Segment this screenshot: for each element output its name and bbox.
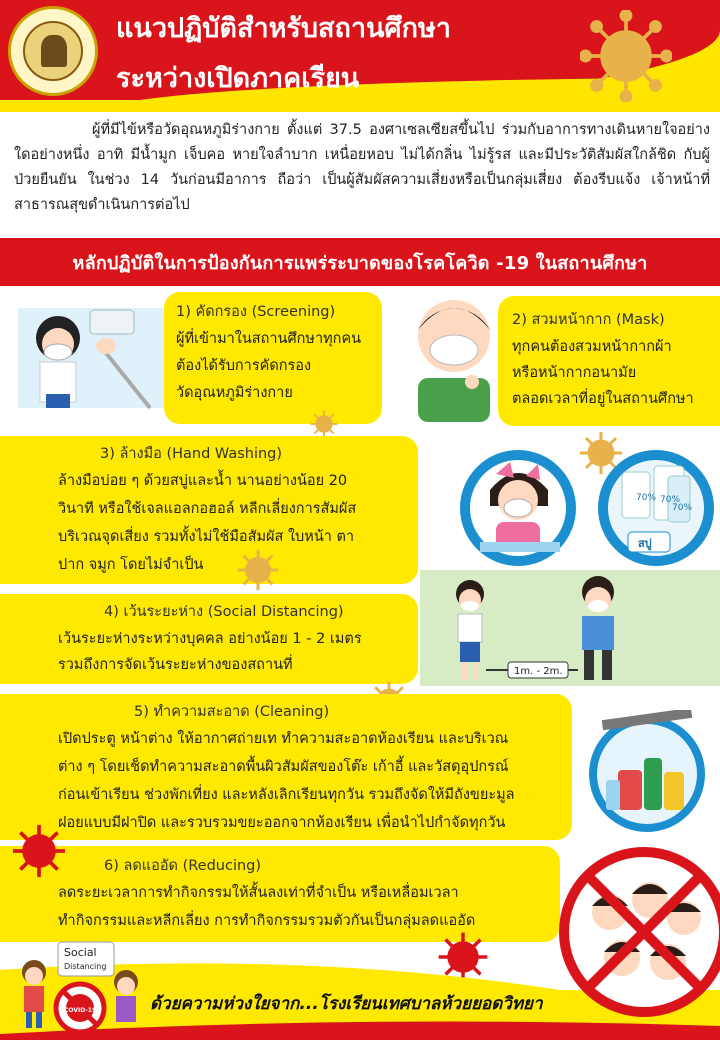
virus-icon [8,820,70,882]
intro-paragraph: ผู้ที่มีไข้หรือวัดอุณหภูมิร่างกาย ตั้งแต่ 37.5 องศาเซลเซียสขึ้นไป ร่วมกับอาการทางเดินหายใจอย่างใดอย่างหนึ่ง อาทิ มีน้ำมูก เจ็บคอ หายใจลำบาก เหนื่อยหอบ ไม่ได้กลิ่น ไม่รู้รส และมีประวัติสัมผัสใกล้ชิด กับผู้ป่วยยืนยัน ในช่วง 14 วันก่อนมีอาการ ถือว่า เป็นผู้สัมผัสความเสี่ยงหรือเป็นกลุ่มเสี่ยง ต้องรีบแจ้ง เจ้าหน้าที่สาธารณสุขดำเนินการต่อไป [14,122,710,213]
card-social-distancing [0,594,418,684]
hand-washing-illustration [456,446,718,570]
gel-label: 70% [660,495,681,505]
card-line: ฝอยแบบมีฝาปิด และรวบรวมขยะออกจากห้องเรียน เพื่อนำไปกำจัดทุกวัน [58,815,506,831]
card-line: บริเวณจุดเสี่ยง รวมทั้งไม่ใช้มือสัมผัส ใบหน้า ตา [58,529,355,545]
school-logo [8,6,98,96]
card-line: ตลอดเวลาที่อยู่ในสถานศึกษา [512,391,694,407]
virus-icon [234,546,282,594]
card-line: ผู้ที่เข้ามาในสถานศึกษาทุกคน [176,331,362,347]
card-line: ทำกิจกรรมและหลีกเลี่ยง การทำกิจกรรมรวมตัวกันเป็นกลุ่มลดแออัด [58,913,476,929]
card-mask [498,296,720,426]
covid-label: COVID-19 [64,1007,97,1014]
social-label: Social [64,946,97,959]
social-distancing-kids-illustration [0,936,150,1036]
card-hand-washing [0,436,418,584]
card-line: หรือหน้ากากอนามัย [512,365,637,381]
card-line: ต้องได้รับการคัดกรอง [176,358,312,374]
card-line: ลดระยะเวลาการทำกิจกรรมให้สั้นลงเท่าที่จำเป็น หรือเหลื่อมเวลา [58,885,459,901]
social-distancing-illustration [420,570,720,686]
gel-label: 70% [672,503,693,513]
card-title: 1) คัดกรอง (Screening) [176,304,336,320]
soap-label: สบู่ [638,537,652,550]
card-line: ก่อนเข้าเรียน ช่วงพักเที่ยง และหลังเลิกเรียนทุกวัน รวมถึงจัดให้มีถังขยะมูล [58,787,515,803]
logo-figure [41,35,67,67]
header [0,0,720,112]
card-screening [164,292,382,424]
card-line: ทุกคนต้องสวมหน้ากากผ้า [512,339,672,355]
virus-icon [580,10,672,102]
title-line-1: แนวปฏิบัติสำหรับสถานศึกษา [116,13,451,44]
card-title: 3) ล้างมือ (Hand Washing) [100,446,283,462]
card-line: เว้นระยะห่างระหว่างบุคคล อย่างน้อย 1 - 2 เมตร [58,631,362,647]
card-line: วัดอุณหภูมิร่างกาย [176,385,293,401]
footer-text: ด้วยความห่วงใยจาก...โรงเรียนเทศบาลห้วยยอดวิทยา [150,994,543,1014]
card-line: ต่าง ๆ โดยเช็ดทำความสะอาดพื้นผิวสัมผัสของโต๊ะ เก้าอี้ และวัสดุอุปกรณ์ [58,759,509,775]
card-line: วินาที หรือใช้เจลแอลกอฮอล์ หลีกเลี่ยงการสัมผัส [58,501,357,517]
card-cleaning [0,694,572,840]
cleaning-illustration [582,710,712,834]
no-crowding-illustration [558,846,720,1018]
distancing-label: Distancing [64,962,107,971]
logo-emblem [23,21,83,81]
card-line: เปิดประตู หน้าต่าง ให้อากาศถ่ายเท ทำความสะอาดห้องเรียน และบริเวณ [58,731,509,747]
gel-label: 70% [636,493,657,503]
card-line: ล้างมือบ่อย ๆ ด้วยสบู่และน้ำ นานอย่างน้อย 20 [58,473,348,489]
card-title: 5) ทำความสะอาด (Cleaning) [134,704,330,720]
card-line: รวมถึงการจัดเว้นระยะห่างของสถานที่ [58,657,293,673]
mask-illustration [398,290,510,422]
card-line: ปาก จมูก โดยไม่จำเป็น [58,557,204,573]
card-title: 2) สวมหน้ากาก (Mask) [512,312,665,328]
card-title: 4) เว้นระยะห่าง (Social Distancing) [104,604,344,620]
distance-label: 1m. - 2m. [514,666,563,677]
screening-illustration [18,298,166,418]
title-line-2: ระหว่างเปิดภาคเรียน [116,63,360,94]
card-title: 6) ลดแออัด (Reducing) [104,858,262,874]
section-banner [0,238,720,286]
banner-text: หลักปฏิบัติในการป้องกันการแพร่ระบาดของโรคโควิด -19 ในสถานศึกษา [72,252,648,274]
